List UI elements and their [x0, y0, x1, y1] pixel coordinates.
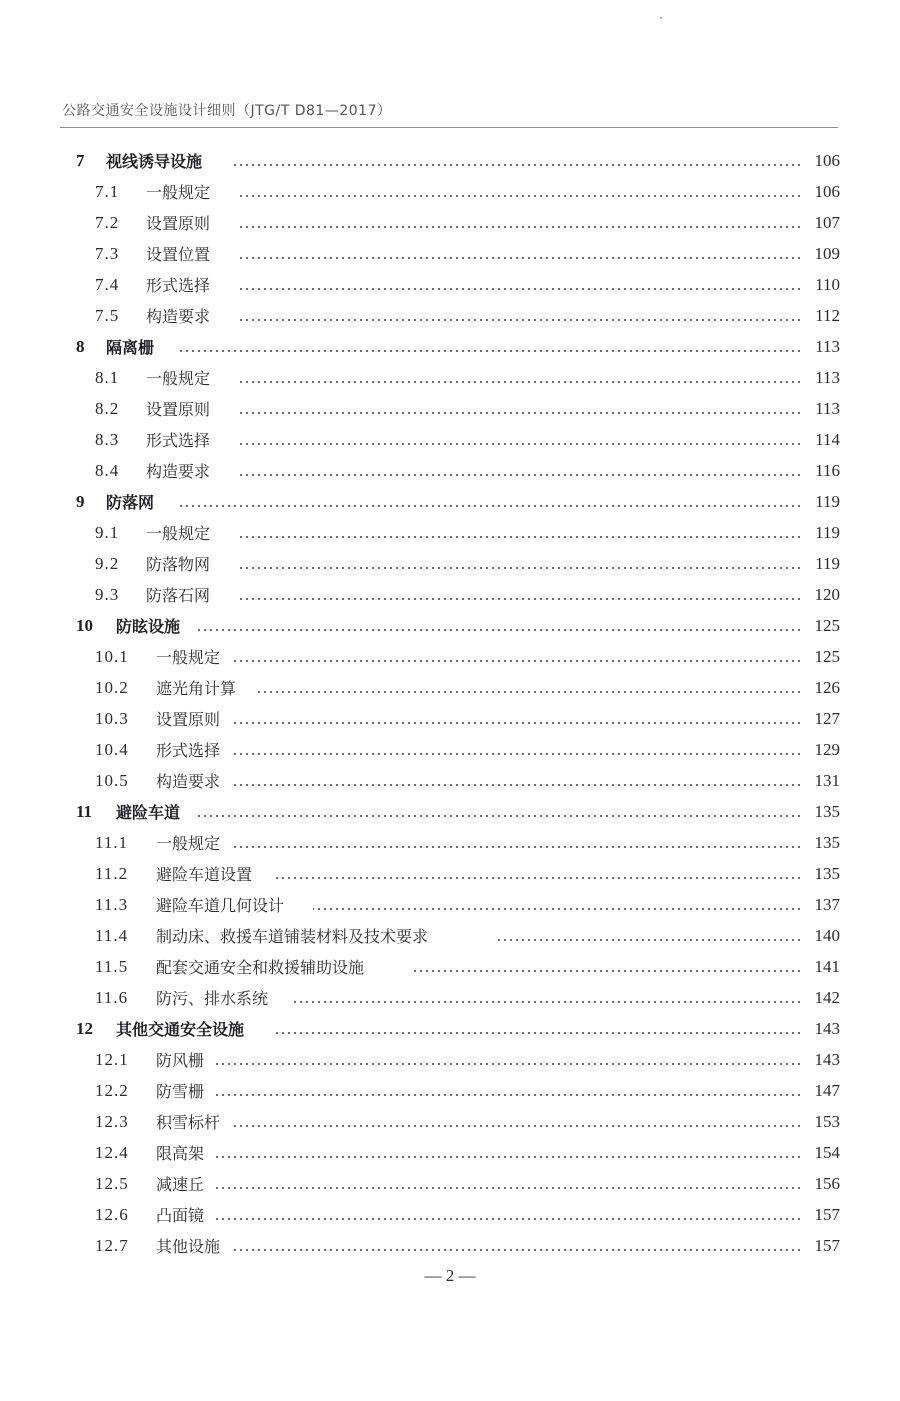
- dot-leader: [274, 877, 802, 879]
- toc-section-entry[interactable]: [0, 548, 900, 579]
- toc-entry-number: 12.3: [95, 1111, 129, 1131]
- toc-entry-title: 制动床、救援车道铺装材料及技术要求: [156, 927, 429, 946]
- toc-entry-number: 12: [76, 1018, 93, 1038]
- toc-entry-title: 配套交通安全和救援辅助设施: [156, 958, 365, 977]
- toc-entry-number: 9.1: [95, 522, 120, 542]
- toc-entry-number: 12.5: [95, 1173, 129, 1193]
- toc-entry-title: 设置位置: [146, 245, 211, 264]
- dot-leader: [240, 412, 802, 414]
- toc-entry-page: 143: [814, 1049, 840, 1069]
- toc-section-entry[interactable]: [0, 889, 900, 920]
- dot-leader: [240, 226, 802, 228]
- dot-leader: [234, 846, 802, 848]
- toc-entry-title: 避险车道: [116, 803, 181, 822]
- toc-chapter-entry[interactable]: [0, 1013, 900, 1044]
- dot-leader: [234, 753, 802, 755]
- toc-entry-number: 7.3: [95, 243, 120, 263]
- toc-entry-number: 9.3: [95, 584, 120, 604]
- toc-entry-title: 设置原则: [146, 400, 211, 419]
- toc-entry-number: 12.7: [95, 1235, 129, 1255]
- toc-entry-title: 防落网: [106, 493, 155, 512]
- toc-entry-page: 129: [814, 739, 840, 759]
- toc-entry-title: 一般规定: [146, 183, 211, 202]
- toc-entry-page: 153: [814, 1111, 840, 1131]
- toc-entry-page: 119: [815, 522, 840, 542]
- toc-section-entry[interactable]: [0, 1044, 900, 1075]
- toc-entry-number: 12.4: [95, 1142, 129, 1162]
- dot-leader: [240, 381, 802, 383]
- toc-entry-page: 119: [815, 491, 840, 511]
- dot-leader: [240, 195, 802, 197]
- toc-entry-page: 141: [814, 956, 840, 976]
- dot-leader: [215, 1218, 802, 1220]
- dot-leader: [240, 598, 802, 600]
- toc-entry-number: 8.3: [95, 429, 120, 449]
- toc-entry-number: 7.4: [95, 274, 120, 294]
- toc-entry-number: 10.1: [95, 646, 129, 666]
- dot-leader: [240, 536, 802, 538]
- dot-leader: [240, 567, 802, 569]
- dot-leader: [276, 1032, 802, 1034]
- toc-section-entry[interactable]: [0, 951, 900, 982]
- dot-leader: [196, 815, 802, 817]
- toc-entry-page: 106: [814, 181, 840, 201]
- toc-entry-title: 其他交通安全设施: [116, 1020, 245, 1039]
- toc-entry-title: 形式选择: [156, 741, 221, 760]
- toc-section-entry[interactable]: [0, 1075, 900, 1106]
- toc-entry-title: 设置原则: [146, 214, 211, 233]
- dot-leader: [240, 443, 802, 445]
- toc-entry-number: 11.6: [95, 987, 129, 1007]
- toc-entry-title: 遮光角计算: [156, 679, 237, 698]
- dot-leader: [293, 1001, 802, 1003]
- dot-leader: [234, 164, 802, 166]
- toc-section-entry[interactable]: [0, 672, 900, 703]
- toc-entry-number: 10.4: [95, 739, 129, 759]
- toc-entry-title: 防风栅: [156, 1051, 205, 1070]
- toc-entry-number: 8.1: [95, 367, 120, 387]
- toc-section-entry[interactable]: [0, 269, 900, 300]
- toc-entry-page: 157: [814, 1235, 840, 1255]
- toc-section-entry[interactable]: [0, 765, 900, 796]
- toc-entry-title: 防落石网: [146, 586, 211, 605]
- toc-entry-number: 7.5: [95, 305, 120, 325]
- toc-section-entry[interactable]: [0, 1199, 900, 1230]
- running-header: 公路交通安全设施设计细则（JTG/T D81—2017）: [62, 103, 392, 119]
- toc-entry-page: 157: [814, 1204, 840, 1224]
- toc-section-entry[interactable]: [0, 734, 900, 765]
- toc-entry-number: 7: [76, 150, 85, 170]
- toc-section-entry[interactable]: [0, 1106, 900, 1137]
- toc-entry-number: 12.1: [95, 1049, 129, 1069]
- toc-section-entry[interactable]: [0, 920, 900, 951]
- dot-leader: [176, 505, 802, 507]
- dot-leader: [215, 1063, 802, 1065]
- toc-entry-number: 10.3: [95, 708, 129, 728]
- dot-leader: [215, 1187, 802, 1189]
- toc-entry-number: 11.4: [95, 925, 129, 945]
- toc-section-entry[interactable]: [0, 424, 900, 455]
- dot-leader: [215, 1156, 802, 1158]
- dot-leader: [234, 660, 802, 662]
- toc-entry-number: 9: [76, 491, 85, 511]
- dot-leader: [234, 722, 802, 724]
- toc-entry-page: 110: [815, 274, 840, 294]
- toc-entry-page: 127: [814, 708, 840, 728]
- toc-entry-title: 一般规定: [156, 648, 221, 667]
- toc-entry-number: 10: [76, 615, 93, 635]
- dot-leader: [240, 474, 802, 476]
- toc-section-entry[interactable]: [0, 393, 900, 424]
- dot-leader: [313, 908, 802, 910]
- toc-section-entry[interactable]: [0, 362, 900, 393]
- toc-entry-title: 构造要求: [146, 462, 211, 481]
- toc-entry-page: 135: [814, 863, 840, 883]
- toc-entry-title: 一般规定: [156, 834, 221, 853]
- dot-leader: [240, 288, 802, 290]
- toc-entry-page: 135: [814, 801, 840, 821]
- dot-leader: [234, 784, 802, 786]
- toc-chapter-entry[interactable]: [0, 486, 900, 517]
- toc-entry-number: 11.1: [95, 832, 129, 852]
- toc-entry-page: 107: [814, 212, 840, 232]
- toc-entry-title: 减速丘: [156, 1175, 205, 1194]
- toc-entry-page: 112: [815, 305, 840, 325]
- scan-speck: [660, 17, 662, 19]
- toc-entry-number: 11: [76, 801, 93, 821]
- toc-entry-page: 113: [815, 336, 840, 356]
- dot-leader: [413, 970, 802, 972]
- toc-entry-number: 11.2: [95, 863, 129, 883]
- dot-leader: [240, 319, 802, 321]
- toc-entry-page: 142: [814, 987, 840, 1007]
- toc-section-entry[interactable]: [0, 517, 900, 548]
- toc-entry-title: 凸面镜: [156, 1206, 205, 1225]
- toc-entry-title: 防雪栅: [156, 1082, 205, 1101]
- toc-entry-page: 113: [815, 367, 840, 387]
- toc-entry-page: 126: [814, 677, 840, 697]
- toc-entry-page: 143: [814, 1018, 840, 1038]
- toc-entry-page: 106: [814, 150, 840, 170]
- toc-entry-title: 一般规定: [146, 369, 211, 388]
- toc-entry-page: 140: [814, 925, 840, 945]
- header-rule: [60, 127, 838, 128]
- dot-leader: [498, 939, 802, 941]
- toc-entry-number: 8: [76, 336, 85, 356]
- toc-chapter-entry[interactable]: [0, 796, 900, 827]
- toc-section-entry[interactable]: [0, 1137, 900, 1168]
- toc-chapter-entry[interactable]: [0, 331, 900, 362]
- toc-entry-number: 11.5: [95, 956, 129, 976]
- toc-entry-title: 避险车道几何设计: [156, 896, 285, 915]
- toc-entry-title: 防污、排水系统: [156, 989, 269, 1008]
- toc-entry-number: 12.6: [95, 1204, 129, 1224]
- toc-section-entry[interactable]: [0, 1230, 900, 1261]
- toc-entry-page: 119: [815, 553, 840, 573]
- toc-entry-number: 9.2: [95, 553, 120, 573]
- toc-section-entry[interactable]: [0, 455, 900, 486]
- toc-entry-page: 125: [814, 646, 840, 666]
- dot-leader: [234, 1249, 802, 1251]
- toc-entry-number: 10.2: [95, 677, 129, 697]
- toc-entry-title: 一般规定: [146, 524, 211, 543]
- toc-entry-number: 8.2: [95, 398, 120, 418]
- toc-section-entry[interactable]: [0, 176, 900, 207]
- toc-entry-page: 109: [814, 243, 840, 263]
- dot-leader: [196, 629, 802, 631]
- dot-leader: [254, 691, 802, 693]
- toc-entry-number: 12.2: [95, 1080, 129, 1100]
- toc-entry-title: 防落物网: [146, 555, 211, 574]
- toc-entry-number: 11.3: [95, 894, 129, 914]
- toc-entry-title: 避险车道设置: [156, 865, 253, 884]
- toc-section-entry[interactable]: [0, 982, 900, 1013]
- toc-entry-number: 7.2: [95, 212, 120, 232]
- toc-entry-title: 形式选择: [146, 276, 211, 295]
- toc-entry-number: 8.4: [95, 460, 120, 480]
- toc-section-entry[interactable]: [0, 827, 900, 858]
- toc-entry-title: 防眩设施: [116, 617, 181, 636]
- toc-entry-page: 137: [814, 894, 840, 914]
- toc-entry-page: 113: [815, 398, 840, 418]
- toc-entry-page: 120: [814, 584, 840, 604]
- dot-leader: [240, 257, 802, 259]
- dot-leader: [215, 1094, 802, 1096]
- toc-entry-title: 隔离栅: [106, 338, 155, 357]
- toc-entry-page: 114: [815, 429, 840, 449]
- toc-section-entry[interactable]: [0, 641, 900, 672]
- toc-entry-page: 131: [814, 770, 840, 790]
- toc-entry-number: 10.5: [95, 770, 129, 790]
- toc-entry-title: 形式选择: [146, 431, 211, 450]
- toc-entry-title: 设置原则: [156, 710, 221, 729]
- toc-section-entry[interactable]: [0, 858, 900, 889]
- toc-entry-page: 156: [814, 1173, 840, 1193]
- toc-section-entry[interactable]: [0, 238, 900, 269]
- toc-entry-page: 116: [815, 460, 840, 480]
- toc-entry-page: 147: [814, 1080, 840, 1100]
- toc-entry-page: 154: [814, 1142, 840, 1162]
- toc-section-entry[interactable]: [0, 207, 900, 238]
- toc-entry-title: 其他设施: [156, 1237, 221, 1256]
- page-number: — 2 —: [424, 1266, 476, 1285]
- toc-entry-page: 125: [814, 615, 840, 635]
- toc-section-entry[interactable]: [0, 300, 900, 331]
- toc-section-entry[interactable]: [0, 703, 900, 734]
- toc-entry-title: 构造要求: [156, 772, 221, 791]
- toc-chapter-entry[interactable]: [0, 145, 900, 176]
- toc-entry-title: 构造要求: [146, 307, 211, 326]
- toc-entry-page: 135: [814, 832, 840, 852]
- dot-leader: [176, 350, 802, 352]
- toc-entry-number: 7.1: [95, 181, 120, 201]
- dot-leader: [234, 1125, 802, 1127]
- toc-entry-title: 视线诱导设施: [106, 152, 203, 171]
- toc-entry-title: 限高架: [156, 1144, 205, 1163]
- toc-chapter-entry[interactable]: [0, 610, 900, 641]
- toc-entry-title: 积雪标杆: [156, 1113, 221, 1132]
- toc-section-entry[interactable]: [0, 1168, 900, 1199]
- toc-section-entry[interactable]: [0, 579, 900, 610]
